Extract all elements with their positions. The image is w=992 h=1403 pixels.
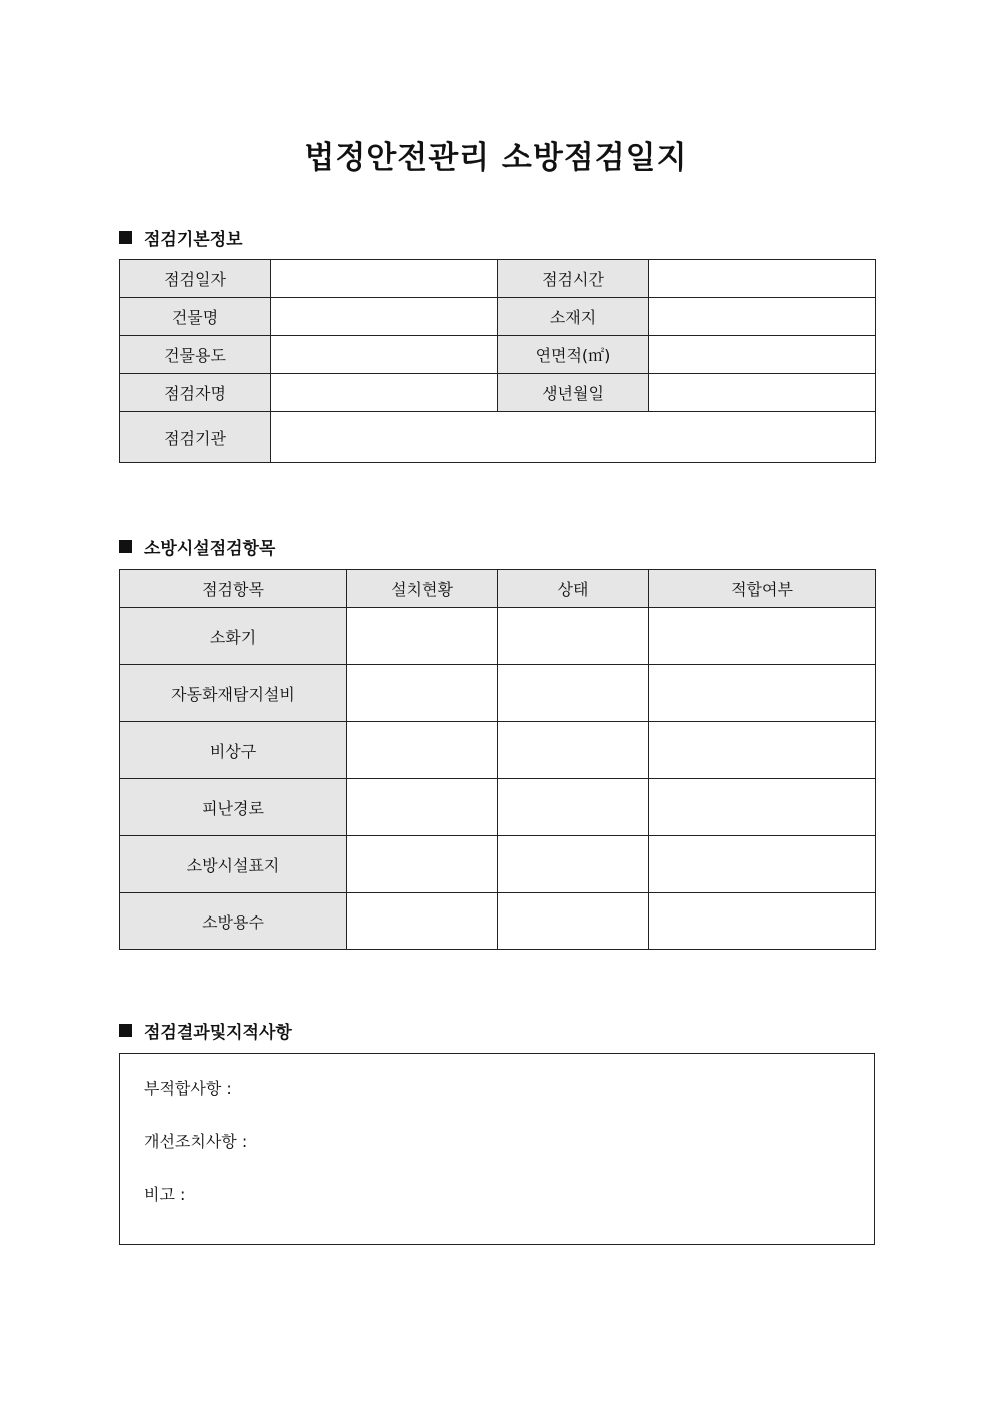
field-label: 점검시간: [498, 260, 649, 298]
nonconformity-label: 부적합사항 :: [144, 1079, 232, 1098]
column-header: 점검항목: [120, 570, 347, 608]
field-value-cell[interactable]: [271, 260, 498, 298]
table-row: [120, 260, 876, 298]
compliance-cell[interactable]: [649, 722, 876, 779]
compliance-cell[interactable]: [649, 665, 876, 722]
square-bullet-icon: [119, 231, 132, 244]
column-header: 설치현황: [347, 570, 498, 608]
condition-cell[interactable]: [498, 665, 649, 722]
table-header-row: [120, 570, 876, 608]
square-bullet-icon: [119, 1024, 132, 1037]
remarks-label: 비고 :: [144, 1185, 186, 1204]
table-row: [120, 298, 876, 336]
install-status-cell[interactable]: [347, 665, 498, 722]
corrective-action-label: 개선조치사항 :: [144, 1132, 248, 1151]
compliance-cell[interactable]: [649, 893, 876, 950]
item-label: 소방용수: [120, 893, 347, 950]
section-heading-facility: [119, 534, 275, 559]
condition-cell[interactable]: [498, 779, 649, 836]
column-header: 적합여부: [649, 570, 876, 608]
field-label: 점검자명: [120, 374, 271, 412]
item-label: 자동화재탐지설비: [120, 665, 347, 722]
install-status-cell[interactable]: [347, 893, 498, 950]
facility-check-table: [119, 569, 876, 950]
field-label: 점검일자: [120, 260, 271, 298]
table-row: [120, 836, 876, 893]
install-status-cell[interactable]: [347, 836, 498, 893]
item-label: 소화기: [120, 608, 347, 665]
results-box[interactable]: [119, 1053, 875, 1245]
condition-cell[interactable]: [498, 722, 649, 779]
condition-cell[interactable]: [498, 836, 649, 893]
condition-cell[interactable]: [498, 608, 649, 665]
field-label: 소재지: [498, 298, 649, 336]
field-value-cell[interactable]: [271, 336, 498, 374]
table-row: [120, 722, 876, 779]
page-title: 법정안전관리 소방점검일지: [304, 140, 688, 176]
field-label: 생년월일: [498, 374, 649, 412]
compliance-cell[interactable]: [649, 836, 876, 893]
basic-info-table: [119, 259, 876, 463]
item-label: 소방시설표지: [120, 836, 347, 893]
section-heading-results: [119, 1018, 292, 1043]
field-value-cell[interactable]: [271, 374, 498, 412]
install-status-cell[interactable]: [347, 722, 498, 779]
compliance-cell[interactable]: [649, 779, 876, 836]
section-heading-label: 점검기본정보: [144, 230, 243, 250]
compliance-cell[interactable]: [649, 608, 876, 665]
table-row: [120, 374, 876, 412]
square-bullet-icon: [119, 540, 132, 553]
field-value-cell[interactable]: [271, 298, 498, 336]
section-heading-label: 점검결과및지적사항: [144, 1023, 292, 1043]
table-row: [120, 336, 876, 374]
section-heading-basic-info: [119, 225, 243, 250]
table-row: [120, 412, 876, 463]
item-label: 피난경로: [120, 779, 347, 836]
table-row: [120, 665, 876, 722]
table-row: [120, 608, 876, 665]
field-label: 건물용도: [120, 336, 271, 374]
field-value-cell[interactable]: [649, 336, 876, 374]
field-label: 연면적(㎡): [498, 336, 649, 374]
install-status-cell[interactable]: [347, 779, 498, 836]
field-value-cell[interactable]: [649, 298, 876, 336]
table-row: [120, 893, 876, 950]
column-header: 상태: [498, 570, 649, 608]
condition-cell[interactable]: [498, 893, 649, 950]
install-status-cell[interactable]: [347, 608, 498, 665]
field-label: 점검기관: [120, 412, 271, 463]
field-value-cell[interactable]: [649, 260, 876, 298]
table-row: [120, 779, 876, 836]
field-value-cell[interactable]: [271, 412, 876, 463]
field-value-cell[interactable]: [649, 374, 876, 412]
field-label: 건물명: [120, 298, 271, 336]
section-heading-label: 소방시설점검항목: [144, 539, 276, 559]
item-label: 비상구: [120, 722, 347, 779]
